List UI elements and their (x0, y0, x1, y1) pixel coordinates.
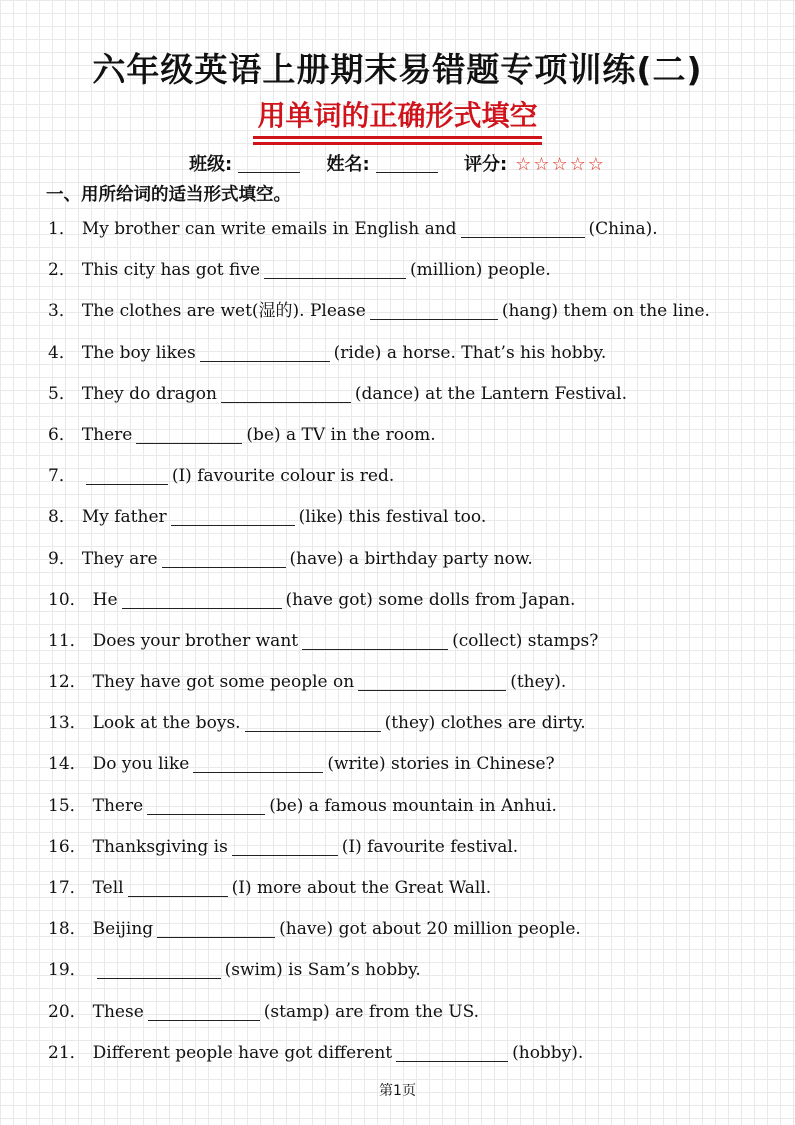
question-text-before: There (92, 795, 144, 816)
question-text-before: They do dragon (81, 383, 217, 404)
question-number: 14． (48, 754, 87, 775)
answer-blank[interactable] (245, 713, 381, 732)
question-text-after: (I) more about the Great Wall. (231, 878, 492, 898)
answer-blank[interactable] (232, 837, 338, 856)
question-text-after: (ride) a horse. That’s his hobby. (333, 342, 607, 363)
question-text-after: (hobby). (512, 1042, 584, 1063)
question-item (48, 669, 778, 710)
answer-blank[interactable] (162, 549, 286, 568)
question-number: 13． (48, 713, 87, 734)
question-text-before: Do you like (92, 754, 190, 775)
question-item (48, 1040, 778, 1081)
question-item (48, 916, 778, 957)
question-text-after: (they) clothes are dirty. (384, 713, 586, 734)
question-text-after: (write) stories in Chinese? (327, 754, 555, 775)
question-text-after: (be) a TV in the room. (246, 424, 436, 445)
star-rating: ☆☆☆☆☆ (515, 154, 606, 175)
question-text-after: (I) favourite festival. (341, 836, 519, 857)
section-heading: 一、用所给词的适当形式填空。 (46, 185, 291, 205)
question-text-after: (have) got about 20 million people. (279, 919, 581, 940)
answer-blank[interactable] (157, 919, 275, 938)
question-number: 10． (48, 589, 87, 610)
question-text-before: My brother can write emails in English and (81, 219, 457, 239)
question-text-before: There (81, 424, 133, 445)
question-text-before: Different people have got different (92, 1042, 393, 1063)
question-number: 8． (48, 507, 76, 528)
question-number: 7． (48, 466, 76, 487)
answer-blank[interactable] (221, 384, 351, 403)
question-item (48, 999, 778, 1040)
question-item (48, 422, 778, 463)
question-number: 9． (48, 548, 76, 569)
question-text-after: (million) people. (410, 260, 551, 281)
answer-blank[interactable] (122, 590, 282, 609)
question-number: 17． (48, 878, 87, 898)
name-field (327, 150, 438, 176)
question-item (48, 710, 778, 751)
question-item (48, 381, 778, 422)
answer-blank[interactable] (264, 260, 406, 279)
class-label: 班级: (189, 154, 233, 175)
name-label: 姓名: (326, 154, 370, 175)
score-field (464, 150, 606, 176)
question-number: 20． (48, 1001, 87, 1022)
question-text-before: Tell (92, 878, 124, 898)
page-title: 六年级英语上册期末易错题专项训练(二) (92, 50, 703, 89)
name-blank[interactable] (376, 154, 438, 173)
question-text-after: (like) this festival too. (298, 507, 487, 528)
question-item (48, 957, 778, 998)
answer-blank[interactable] (97, 960, 221, 979)
question-text-after: (China). (588, 219, 658, 239)
question-text-before: These (92, 1001, 144, 1022)
answer-blank[interactable] (396, 1043, 508, 1062)
question-number: 11． (48, 630, 87, 651)
question-item (48, 834, 778, 875)
question-text-before: This city has got five (81, 260, 261, 281)
question-text-after: (swim) is Sam’s hobby. (224, 960, 421, 981)
question-number: 5． (48, 383, 76, 404)
answer-blank[interactable] (200, 343, 330, 362)
question-number: 18． (48, 919, 87, 940)
question-item (48, 216, 778, 257)
question-number: 16． (48, 836, 87, 857)
subtitle-text: 用单词的正确形式填空 (253, 94, 541, 139)
question-list (48, 216, 778, 1081)
answer-blank[interactable] (128, 878, 228, 897)
question-number: 4． (48, 342, 76, 363)
question-text-before: The boy likes (81, 342, 196, 363)
question-text-before: My father (81, 507, 167, 528)
question-number: 21． (48, 1042, 87, 1063)
question-item (48, 751, 778, 792)
answer-blank[interactable] (86, 466, 168, 485)
answer-blank[interactable] (193, 754, 323, 773)
question-item (48, 793, 778, 834)
question-item (48, 298, 778, 339)
question-item (48, 587, 778, 628)
question-text-before: They are (81, 548, 158, 569)
answer-blank[interactable] (147, 796, 265, 815)
student-info-row (0, 150, 795, 176)
question-text-after: (have) a birthday party now. (289, 548, 533, 569)
answer-blank[interactable] (148, 1002, 260, 1021)
answer-blank[interactable] (358, 672, 506, 691)
question-text-before: Look at the boys. (92, 713, 241, 734)
question-text-before: The clothes are wet(湿的). Please (81, 301, 366, 322)
question-text-before: They have got some people on (92, 672, 355, 693)
question-item (48, 340, 778, 381)
question-item (48, 875, 778, 916)
answer-blank[interactable] (461, 219, 585, 238)
question-number: 3． (48, 301, 76, 322)
question-text-after: (be) a famous mountain in Anhui. (269, 795, 557, 816)
question-text-before: Beijing (92, 919, 154, 940)
question-text-after: (have got) some dolls from Japan. (285, 589, 576, 610)
question-number: 19． (48, 960, 87, 981)
question-text-before: Thanksgiving is (92, 836, 228, 857)
question-number: 1． (48, 219, 76, 239)
question-text-after: (dance) at the Lantern Festival. (354, 383, 627, 404)
answer-blank[interactable] (370, 301, 498, 320)
question-text-after: (they). (510, 672, 567, 693)
question-text-after: (collect) stamps? (452, 630, 599, 651)
answer-blank[interactable] (302, 631, 448, 650)
question-number: 15． (48, 795, 87, 816)
question-text-before: He (92, 589, 118, 610)
page-subtitle (0, 94, 795, 139)
question-number: 12． (48, 672, 87, 693)
question-number: 6． (48, 424, 76, 445)
answer-blank[interactable] (136, 425, 242, 444)
score-label: 评分: (464, 154, 508, 175)
question-item (48, 504, 778, 545)
page-number: 第1页 (379, 1083, 416, 1099)
question-text-before: Does your brother want (92, 630, 299, 651)
class-blank[interactable] (238, 154, 300, 173)
class-field (189, 150, 300, 176)
question-text-after: (hang) them on the line. (501, 301, 710, 322)
question-text-after: (stamp) are from the US. (263, 1001, 480, 1022)
answer-blank[interactable] (171, 507, 295, 526)
question-number: 2． (48, 260, 76, 281)
question-item (48, 628, 778, 669)
question-item (48, 463, 778, 504)
question-item (48, 546, 778, 587)
question-item (48, 257, 778, 298)
question-text-after: (I) favourite colour is red. (171, 466, 395, 487)
